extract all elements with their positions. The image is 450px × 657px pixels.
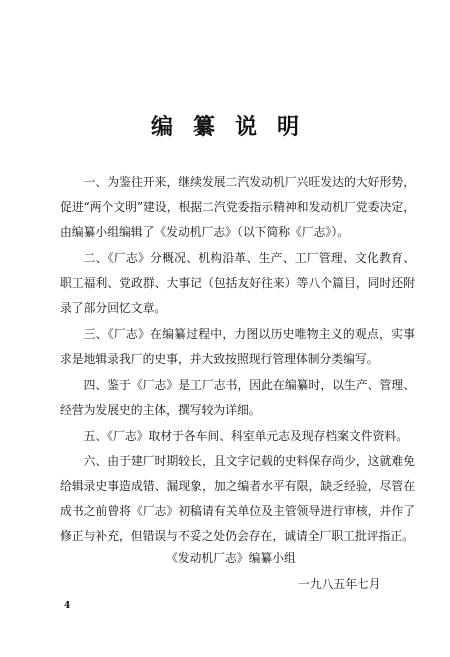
paragraph-1: 一、为鉴往开来，继续发展二汽发动机厂兴旺发达的大好形势，促进“两个文明”建设，根据二汽党委指示精神和发动机厂党委决定，由编纂小组编辑了《发动机厂志》（以下简称《厂志》）。 <box>60 175 415 239</box>
page-number: 4 <box>64 601 71 611</box>
page-title: 编纂说明 <box>150 114 319 140</box>
date-line: 一九八五年七月 <box>298 577 381 591</box>
paragraph-3: 三、《厂志》在编纂过程中，力图以历史唯物主义的观点，实事求是地辑录我厂的史事，并大致按照现行管理体制分类编写。 <box>60 327 415 366</box>
paragraph-2: 二、《厂志》分概况、机构沿革、生产、工厂管理、文化教育、职工福利、党政群、大事记（包括友好往来）等八个篇目，同时还附录了部分回忆文章。 <box>60 251 415 315</box>
paragraph-6: 六、由于建厂时期较长，且文字记载的史料保存尚少，这就难免给辑录史事造成错、漏现象，加之编者水平有限，缺乏经验，尽管在成书之前曾将《厂志》初稿请有关单位及主管领导进行审核，并作了修正与补充，但错误与不妥之处仍会存在，诚请全厂职工批评指正。 <box>60 454 415 543</box>
paragraph-4: 四、鉴于《厂志》是工厂志书，因此在编纂时，以生产、管理、经营为发展史的主体，撰写较为详细。 <box>60 378 415 417</box>
signer-line: 《发动机厂志》编纂小组 <box>166 551 296 565</box>
paragraph-5: 五、《厂志》取材于各车间、科室单元志及现存档案文件资料。 <box>83 429 409 443</box>
